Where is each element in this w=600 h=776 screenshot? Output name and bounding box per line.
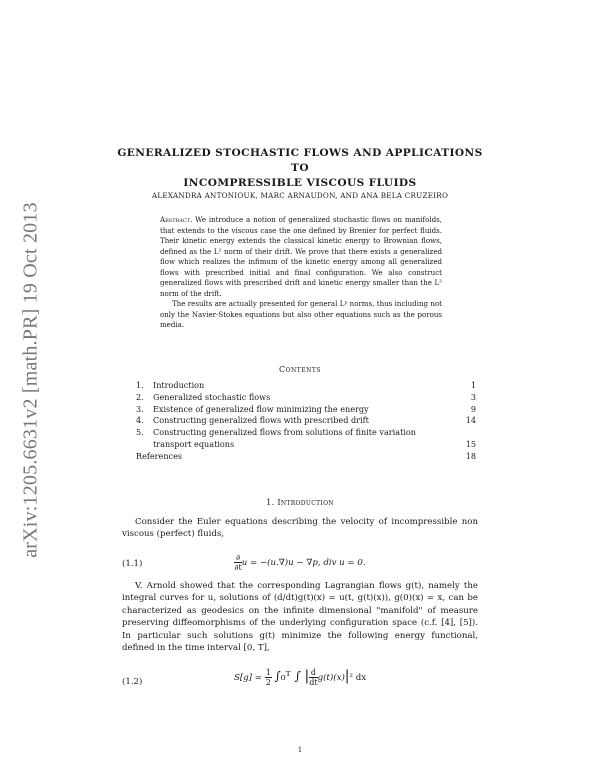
table-of-contents bbox=[136, 380, 476, 463]
abstract-paragraph-2: The results are actually presented for general Lᵖ norms, thus including not only the Navier-Stokes equations but also other equations such as the porous media. bbox=[160, 299, 442, 330]
toc-title: Constructing generalized flows with prescribed drift bbox=[153, 415, 369, 426]
intro-text-1: Consider the Euler equations describing the velocity of incompressible non viscous (perfect) fluids, bbox=[122, 517, 478, 540]
toc-title-line-2: transport equations bbox=[153, 438, 235, 449]
fraction-numerator: 1 bbox=[265, 668, 271, 677]
toc-page: 14 bbox=[465, 415, 476, 426]
equation-label: (1.1) bbox=[122, 559, 143, 569]
toc-title-line-1: Constructing generalized flows from solutions of finite variation bbox=[153, 427, 417, 438]
toc-number: 5. bbox=[136, 427, 144, 438]
abstract-text-1: We introduce a notion of generalized stochastic flows on manifolds, that extends to the viscous case the one defined by Brenier for perfect fluids. Their kinetic energy extends the classical kinetic energy to Brownian flows, defined as the L² norm of their drift. We prove that there exists a generalized flow which realizes the infimum of the kinetic energy among all generalized flows with prescribed initial and final configuration. We also construct generalized flows with prescribed drift and kinetic energy smaller than the L² norm of the drift. bbox=[160, 215, 442, 298]
section-heading-introduction: 1. Introduction bbox=[266, 497, 334, 507]
toc-number: 2. bbox=[136, 391, 144, 402]
equation-label: (1.2) bbox=[122, 677, 143, 687]
arxiv-identifier-sidebar bbox=[14, 175, 48, 585]
toc-entry-4[interactable] bbox=[136, 415, 476, 427]
toc-entry-5[interactable] bbox=[136, 427, 476, 451]
toc-entry-references[interactable] bbox=[136, 451, 476, 463]
page-number: 1 bbox=[297, 746, 303, 754]
intro-text-2: V. Arnold showed that the corresponding Lagrangian flows g(t), namely the integral curves for u, solutions of (d/dt)g(t)(x) = u(t, g(t)(x)), g(0)(x) = x, can be characterized as geodesics on the infinite dimensional "manifold" of measure preserving diffeomorphisms of the underlying configuration space (c.f. [4], [5]). In particular such solutions g(t) minimize the following energy functional, defined in the time interval [0, T], bbox=[122, 581, 478, 654]
partial-fraction bbox=[234, 553, 241, 572]
fraction-denominator: 2 bbox=[265, 678, 271, 687]
fraction-denominator: dt bbox=[309, 678, 318, 687]
arxiv-identifier: arXiv:1205.6631v2 [math.PR] 19 Oct 2013 bbox=[19, 202, 42, 558]
norm-bar-left: | bbox=[304, 668, 310, 684]
integral-signs: ∫₀ᵀ ∫ bbox=[274, 669, 305, 683]
norm-bar-right: | bbox=[344, 668, 350, 684]
paper-title-line-1: GENERALIZED STOCHASTIC FLOWS AND APPLICATIONS TO bbox=[117, 147, 483, 174]
fraction-numerator: d bbox=[310, 668, 316, 677]
equation-body bbox=[122, 553, 478, 572]
equation-body bbox=[122, 668, 478, 687]
toc-entry-1[interactable] bbox=[136, 380, 476, 392]
paper-authors: ALEXANDRA ANTONIOUK, MARC ARNAUDON, AND ANA BELA CRUZEIRO bbox=[151, 191, 449, 200]
toc-page: 15 bbox=[465, 438, 476, 449]
toc-entry-3[interactable] bbox=[136, 404, 476, 416]
toc-page: 3 bbox=[470, 391, 476, 402]
contents-heading: Contents bbox=[278, 365, 322, 374]
toc-title: References bbox=[136, 450, 183, 461]
equation-lhs: S[g] = bbox=[233, 673, 262, 683]
toc-title: Generalized stochastic flows bbox=[153, 391, 271, 402]
toc-number: 3. bbox=[136, 403, 144, 414]
toc-title bbox=[153, 427, 443, 451]
toc-page: 18 bbox=[465, 450, 476, 461]
fraction-numerator: ∂ bbox=[236, 553, 241, 562]
equation-1-2 bbox=[122, 668, 478, 698]
intro-paragraph-2 bbox=[122, 580, 478, 654]
toc-entry-2[interactable] bbox=[136, 392, 476, 404]
derivative-fraction bbox=[309, 668, 317, 687]
equation-tail: ² dx bbox=[349, 673, 367, 683]
half-fraction bbox=[265, 668, 272, 687]
intro-paragraph-1 bbox=[122, 516, 478, 541]
toc-page: 9 bbox=[470, 403, 476, 414]
toc-number: 1. bbox=[136, 380, 144, 390]
abstract bbox=[160, 215, 442, 331]
fraction-denominator: ∂t bbox=[234, 563, 242, 572]
paper-title-line-2: INCOMPRESSIBLE VISCOUS FLUIDS bbox=[183, 177, 417, 189]
equation-1-1 bbox=[122, 553, 478, 577]
toc-page: 1 bbox=[470, 380, 476, 390]
equation-rest: g(t)(x) bbox=[317, 673, 345, 683]
toc-title: Introduction bbox=[153, 380, 205, 390]
equation-rest: u = −(u.∇)u − ∇p, div u = 0. bbox=[241, 558, 366, 568]
paper-title bbox=[110, 146, 490, 191]
abstract-heading: Abstract. bbox=[160, 215, 193, 224]
toc-title: Existence of generalized flow minimizing the energy bbox=[153, 403, 369, 414]
abstract-paragraph-1 bbox=[160, 215, 442, 299]
toc-number: 4. bbox=[136, 415, 144, 426]
